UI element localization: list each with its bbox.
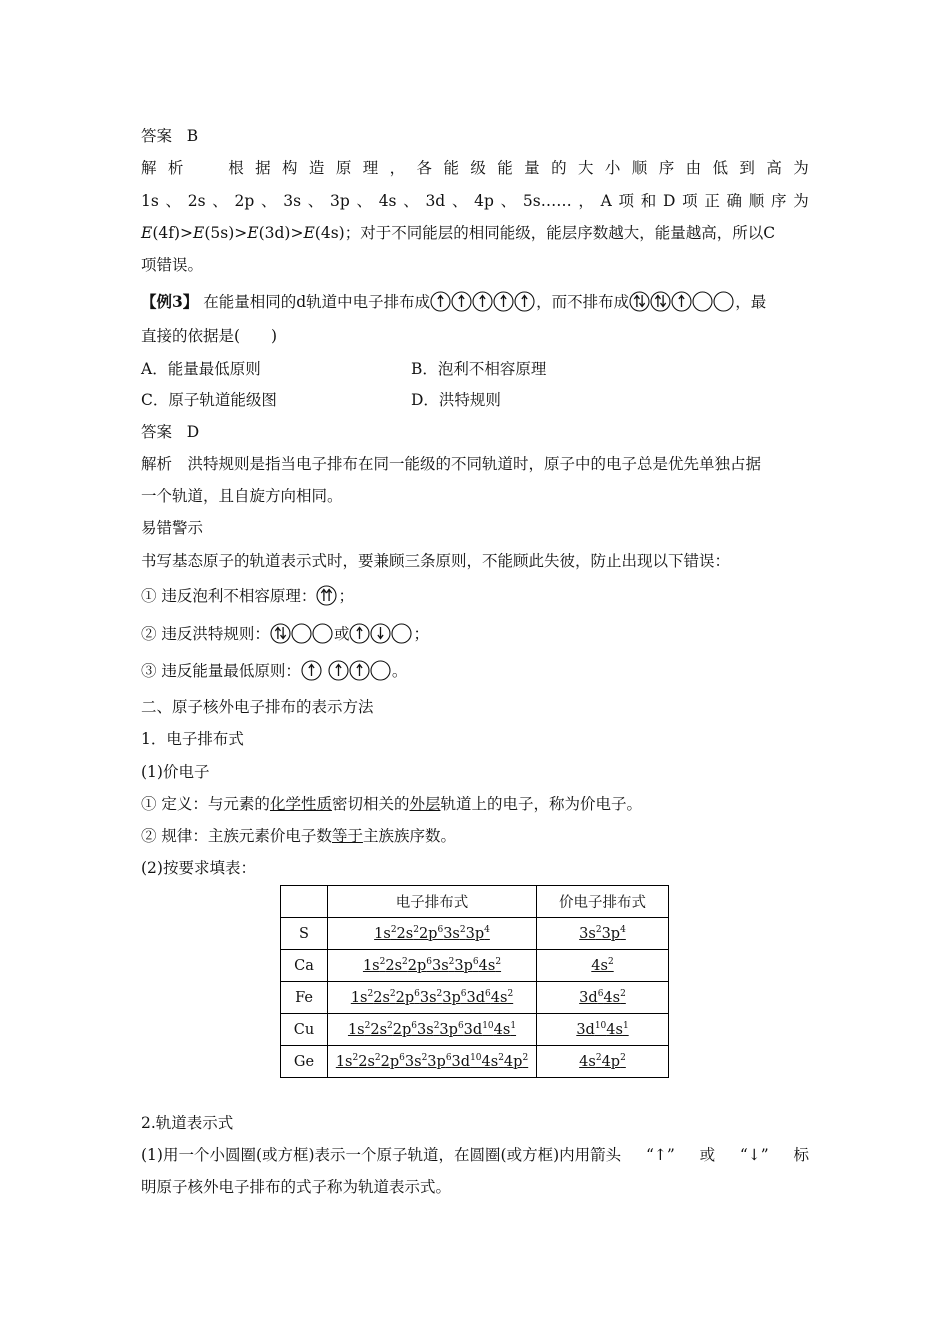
superscript: 2 [498,1053,504,1064]
superscript: 2 [402,957,408,968]
superscript: 2 [522,1053,529,1064]
full-config: $1s^22s^22p^63s^23p^63d^64s^2$ [350,989,514,1006]
valence-config-cell [537,1014,669,1046]
energy-symbol: E [141,224,153,242]
superscript: 6 [597,989,604,1000]
analysis-token: D [662,192,676,210]
arrow-up-quote: “↑” [645,1146,675,1164]
valence-config: $4s^2$ [591,957,614,974]
analysis-token: 5s…… [522,192,572,210]
arrow-down-icon [640,295,645,307]
energy-term: (4f)> [152,224,194,242]
orbital-circle [271,624,290,643]
analysis-token: 序 [770,192,787,210]
analysis-token: 顺 [748,192,765,210]
full-config: $1s^22s^22p^63s^23p^63d^{10}4s^1$ [347,1021,517,1038]
orbital-circle-outline [714,292,733,311]
orbital-circle [317,586,336,605]
analysis-char: 小 [604,159,621,177]
arrow-up-icon [327,589,332,601]
orbital-notation-row-1 [141,1145,809,1165]
orbital-circle [452,292,471,311]
analysis-token: ， [578,192,594,210]
valence-config: $4s^24p^2$ [579,1053,626,1070]
superscript: 6 [414,989,420,1000]
orbital-circle [473,292,492,311]
analysis-char: 序 [658,159,675,177]
superscript: 2 [459,925,466,936]
superscript: 2 [413,925,419,936]
warning-text: 或 [333,625,350,643]
analysis-char: 造 [308,159,325,177]
table-header-row [281,886,669,918]
warning-item-3 [141,661,407,683]
full-config: $1s^22s^22p^63s^23p^4$ [374,925,490,942]
orbital-boxes-icon [629,291,735,312]
analysis-token: 、 [356,192,372,210]
analysis-char: 大 [577,159,594,177]
arrow-up-icon [459,295,464,307]
analysis-char: 能 [443,159,459,177]
analysis-char: 根 [228,159,244,177]
option-b: B．泡利不相容原理 [411,360,547,378]
rule-text: ② 规律：主族元素价电子数 [141,827,332,845]
table-row [281,918,669,950]
arrow-up-icon [357,627,362,639]
full-config: $1s^22s^22p^63s^23p^63d^{10}4s^24p^2$ [335,1053,529,1070]
table-row [281,1014,669,1046]
superscript: 2 [390,925,397,936]
analysis-token: 为 [793,192,809,210]
rule-blank: 等于 [331,827,363,845]
orbital-boxes-icon [270,623,334,644]
analysis-token: 确 [726,192,743,210]
analysis-char: ， [389,159,406,177]
superscript: 10 [482,1021,494,1032]
orbital-circle-outline [630,292,649,311]
superscript: 4 [484,925,490,936]
arrow-down-icon [661,295,666,307]
valence-config-cell [537,1046,669,1078]
orbital-diagram-hund-error-2 [349,623,413,644]
analysis-token: 2s [187,192,206,210]
valence-config: $3d^{10}4s^1$ [576,1021,629,1038]
stem-text: ，而不排布成 [536,293,630,311]
orbital-circle-outline [693,292,712,311]
analysis-char: 高 [766,159,782,177]
orbital-circle [313,624,332,643]
answer-label: 答案 [141,127,173,145]
orbital-diagram-pauli-wrong [316,585,338,606]
superscript: 10 [594,1021,607,1032]
valence-config-cell [537,918,669,950]
analysis-token: 1s [141,192,159,210]
orbital-diagram-hund-correct [430,291,536,312]
subsection-1: 1．电子排布式 [141,730,244,748]
superscript: 1 [510,1021,517,1032]
orbital-circle [329,661,348,680]
full-config-cell [328,1046,537,1078]
superscript: 6 [472,957,479,968]
analysis-token: 3s [283,192,302,210]
warning-text: ② 违反洪特规则： [141,625,270,643]
example3-stem [141,292,766,314]
analysis-char: 到 [739,159,755,177]
definition-blank: 外层 [409,795,441,813]
orbital-boxes-icon [301,660,323,681]
analysis-char: 低 [712,159,729,177]
notation-text: (1)用一个小圆圈(或方框)表示一个原子轨道，在圆圈(或方框)内用箭头 [141,1146,622,1164]
analysis-char: 原 [335,159,352,177]
orbital-diagram-lowest-p [328,660,392,681]
orbital-diagram-hund-wrong [629,291,735,312]
orbital-circle [302,661,321,680]
arrow-down-quote: “↓” [739,1146,769,1164]
analysis-row-2 [141,191,809,211]
analysis-char: 构 [282,159,298,177]
answer-line-2 [141,126,198,146]
energy-term: (5s)> [204,224,248,242]
superscript: 2 [352,1053,359,1064]
analysis-token: 正 [704,192,720,210]
analysis-char: 为 [793,159,809,177]
table-row [281,1046,669,1078]
superscript: 2 [507,989,514,1000]
energy-symbol: E [303,224,315,242]
warning-text: ； [413,625,429,643]
superscript: 2 [367,989,374,1000]
answer-line-3 [141,422,199,442]
analysis-token: A [600,192,612,210]
superscript: 2 [595,1053,602,1064]
valence-config: $3s^23p^4$ [579,925,626,942]
superscript: 2 [387,1021,393,1032]
superscript: 2 [595,925,602,936]
superscript: 6 [399,1053,405,1064]
analysis-char: 理 [362,159,379,177]
orbital-circle [350,624,369,643]
definition-text: ① 定义：与元素的 [141,795,270,813]
paragraph-1: (1)价电子 [141,763,210,781]
superscript: 6 [485,989,491,1000]
electron-config-table [280,885,669,1078]
rule-line [141,826,456,846]
energy-term: (3d)> [258,224,304,242]
element-cell: Cu [281,1014,328,1046]
option-d: D．洪特规则 [411,391,501,409]
superscript: 6 [460,989,467,1000]
analysis-token: 项 [618,192,635,210]
analysis-char: 量 [524,159,540,177]
analysis3-row-1: 解析 洪特规则是指当电子排布在同一能级的不同轨道时，原子中的电子总是优先单独占据 [141,455,762,473]
valence-config: $3d^64s^2$ [579,989,626,1006]
analysis-label-2: 析 [167,159,184,177]
superscript: 2 [374,1053,381,1064]
example3-stem-2: 直接的依据是( ) [141,327,278,345]
arrow-up-icon [322,589,327,601]
analysis-token: 、 [212,192,228,210]
energy-symbol: E [193,224,205,242]
superscript: 1 [622,1021,629,1032]
arrow-down-icon [378,627,383,639]
arrow-up-icon [336,664,341,676]
superscript: 2 [607,957,614,968]
valence-config-cell [537,950,669,982]
orbital-circle-outline [292,624,311,643]
arrow-up-icon [679,295,684,307]
orbital-diagram-hund-error-1 [270,623,334,644]
orbital-circle-outline [271,624,290,643]
notation-text: 或 [699,1146,716,1164]
warning-text: ① 违反泡利不相容原理： [141,587,317,605]
definition-text: 轨道上的电子，称为价电子。 [440,795,642,813]
element-cell: Ca [281,950,328,982]
analysis-token: 、 [451,192,468,210]
analysis3-row-2: 一个轨道，且自旋方向相同。 [141,487,343,505]
superscript: 10 [470,1053,482,1064]
full-config-cell [328,950,537,982]
table-row [281,982,669,1014]
superscript: 4 [620,925,626,936]
orbital-diagram-lowest-s [301,660,323,681]
orbital-circle-outline [371,661,390,680]
warning-title: 易错警示 [141,519,204,537]
warning-item-2 [141,624,429,646]
orbital-circle-outline [317,586,336,605]
orbital-circle [494,292,513,311]
orbital-circle [515,292,534,311]
analysis-char: 级 [470,159,486,177]
orbital-boxes-icon [328,660,392,681]
arrow-up-icon [655,295,660,307]
orbital-circle [714,292,733,311]
example-tag: 【例3】 [141,292,199,311]
analysis-token: 3d [425,192,446,210]
option-c: C．原子轨道能级图 [141,391,277,409]
notation-text: 标 [793,1146,809,1164]
stem-text: ，最 [735,293,767,311]
orbital-circle [693,292,712,311]
energy-term: (4s)；对于不同能层的相同能级，能层序数越大，能量越高，所以C [314,224,776,242]
orbital-circle-outline [313,624,332,643]
answer-value: B [186,127,199,145]
analysis-char: 据 [255,159,271,177]
full-config: $1s^22s^22p^63s^23p^64s^2$ [362,957,502,974]
option-a: A．能量最低原则 [141,360,261,378]
superscript: 2 [495,957,502,968]
full-config-cell [328,918,537,950]
analysis-token: 、 [403,192,419,210]
analysis-char: 各 [416,159,433,177]
element-cell: Ge [281,1046,328,1078]
analysis-token: 4s [378,192,397,210]
orbital-boxes-icon [349,623,413,644]
warning-item-1 [141,586,354,608]
analysis-char: 的 [551,159,567,177]
orbital-circle [672,292,691,311]
analysis-token: 和 [640,192,657,210]
arrow-up-icon [275,627,280,639]
valence-config-cell [537,982,669,1014]
analysis-row-1 [141,158,809,178]
arrow-up-icon [501,295,506,307]
arrow-up-icon [522,295,527,307]
superscript: 2 [620,989,626,1000]
definition-line [141,794,642,814]
superscript: 2 [421,1053,428,1064]
full-config-cell [328,982,537,1014]
orbital-circle-outline [392,624,411,643]
analysis-token: 项 [682,192,698,210]
subsection-2: 2.轨道表示式 [141,1114,234,1132]
superscript: 6 [457,1021,464,1032]
orbital-circle [392,624,411,643]
orbital-notation-row-2: 明原子核外电子排布的式子称为轨道表示式。 [141,1178,452,1196]
analysis-row-3 [141,223,775,243]
definition-text: 密切相关的 [331,795,410,813]
orbital-circle [371,624,390,643]
orbital-circle [630,292,649,311]
superscript: 2 [433,1021,440,1032]
orbital-circle-outline [651,292,670,311]
analysis-row-4: 项错误。 [141,256,204,274]
analysis-token: 4p [474,192,494,210]
analysis-char: 能 [497,159,513,177]
superscript: 2 [389,989,396,1000]
stem-text: 在能量相同的d轨道中电子排布成 [203,293,431,311]
superscript: 2 [364,1021,371,1032]
analysis-token: 、 [500,192,517,210]
analysis-token: 、 [165,192,182,210]
orbital-circle [350,661,369,680]
arrow-up-icon [309,664,314,676]
superscript: 2 [448,957,455,968]
element-cell: Fe [281,982,328,1014]
orbital-circle [431,292,450,311]
energy-symbol: E [247,224,259,242]
answer-label: 答案 [141,423,173,441]
orbital-circle [371,661,390,680]
analysis-char: 顺 [631,159,648,177]
analysis-token: 、 [307,192,324,210]
arrow-up-icon [480,295,485,307]
orbital-circle [651,292,670,311]
superscript: 6 [445,1053,452,1064]
superscript: 6 [411,1021,418,1032]
header-cell: 价电子排布式 [537,886,669,918]
analysis-char: 由 [685,159,702,177]
warning-text: ③ 违反能量最低原则： [141,662,301,680]
warning-intro: 书写基态原子的轨道表示式时，要兼顾三条原则，不能顾此失彼，防止出现以下错误： [141,552,731,570]
superscript: 2 [379,957,386,968]
orbital-circle [292,624,311,643]
superscript: 6 [426,957,432,968]
arrow-up-icon [357,664,362,676]
section-title: 二、原子核外电子排布的表示方法 [141,698,374,716]
rule-text: 主族族序数。 [362,827,456,845]
analysis-token: 3p [329,192,350,210]
header-cell: 电子排布式 [328,886,537,918]
superscript: 2 [620,1053,626,1064]
arrow-up-icon [438,295,443,307]
warning-text: ； [338,587,354,605]
full-config-cell [328,1014,537,1046]
element-cell: S [281,918,328,950]
definition-blank: 化学性质 [269,795,332,813]
superscript: 2 [436,989,443,1000]
analysis-label: 解 [141,159,157,177]
answer-value: D [186,423,200,441]
analysis-token: 、 [261,192,277,210]
superscript: 6 [437,925,444,936]
arrow-up-icon [634,295,639,307]
paragraph-2: (2)按要求填表： [141,859,256,877]
table-row [281,950,669,982]
arrow-down-icon [280,627,285,639]
warning-text: 。 [391,662,408,680]
orbital-boxes-icon [316,585,338,606]
analysis-token: 2p [234,192,255,210]
header-cell [281,886,328,918]
orbital-boxes-icon [430,291,536,312]
